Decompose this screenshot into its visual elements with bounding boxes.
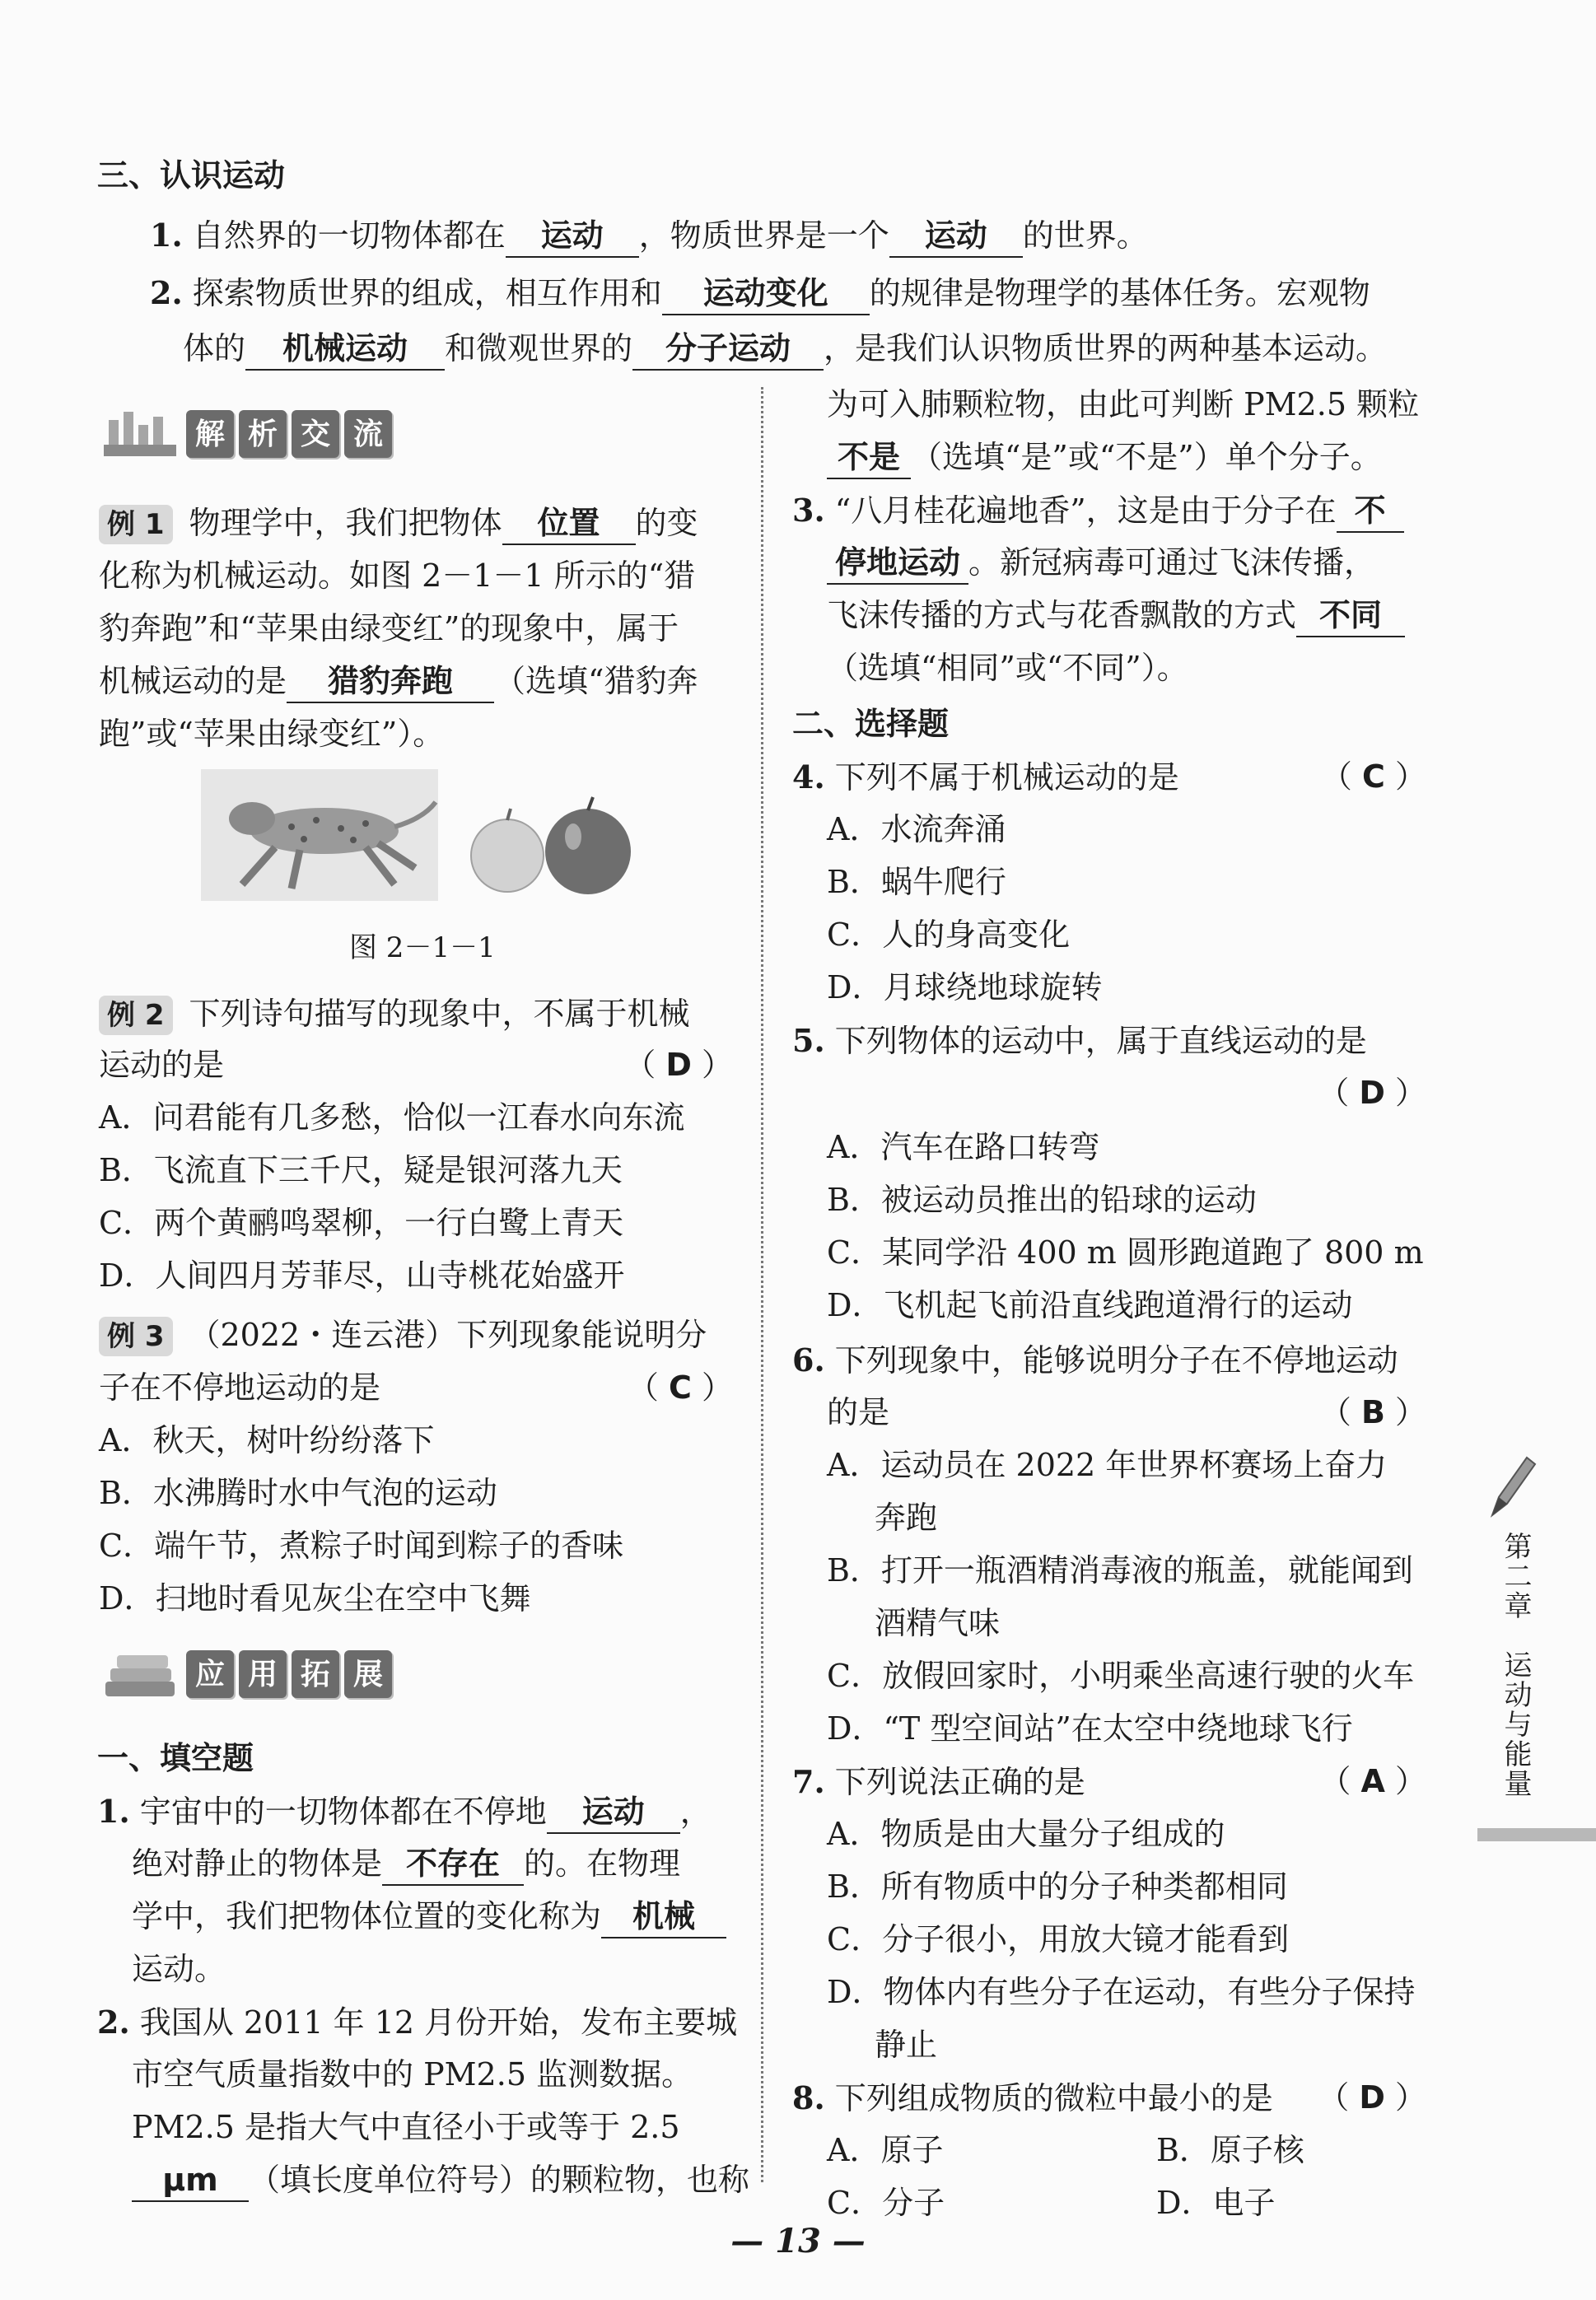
answer-blank: 位置 [502, 502, 636, 545]
answer-paren: （ C ） [627, 1369, 733, 1406]
column-divider [761, 387, 763, 2182]
application-banner [100, 1645, 392, 1703]
question-2 [150, 267, 1370, 320]
choice-question-7 [792, 1756, 1426, 1808]
banner-tile: 用 [239, 1650, 287, 1698]
example-text [99, 1039, 733, 1091]
question-text: 下列说法正确的是 [834, 1764, 1085, 1800]
question-text [827, 537, 1375, 589]
option: A．运动员在 2022 年世界杯赛场上奋力 [827, 1447, 1388, 1483]
question-text: 下列物体的运动中，属于直线运动的是 [834, 1023, 1367, 1059]
example-label: 例 2 [99, 996, 173, 1035]
answer-paren: （ D ） [1318, 2079, 1426, 2116]
question-text: 自然界的一切物体都在 [192, 217, 506, 254]
answer-blank: 运动 [889, 215, 1023, 258]
question-text: 我国从 2011 年 12 月份开始，发布主要城 [139, 2004, 738, 2041]
question-text: 宇宙中的一切物体都在不停地 [139, 1794, 547, 1830]
question-text [132, 2154, 749, 2206]
option: D．“T 型空间站”在太空中绕地球飞行 [827, 1710, 1353, 1747]
red-apple-image [545, 797, 631, 894]
question-text: 探索物质世界的组成，相互作用和 [192, 275, 662, 311]
question-text: 下列组成物质的微粒中最小的是 [834, 2080, 1273, 2116]
fill-question-2 [97, 1996, 737, 2049]
option: B．所有物质中的分子种类都相同 [827, 1868, 1288, 1905]
question-text: 的规律是物理学的基体任务。宏观物 [869, 275, 1370, 311]
answer-blank: 运动 [506, 215, 639, 258]
section-title: 三、认识运动 [97, 157, 286, 194]
example-label: 例 1 [99, 505, 173, 544]
example-text: （2022・连云港）下列现象能说明分 [189, 1317, 707, 1353]
section-title: 二、选择题 [792, 706, 950, 742]
question-text: ，物质世界是一个 [638, 217, 889, 254]
banner-tile: 应 [186, 1650, 234, 1698]
question-number: 1. [150, 217, 183, 254]
option: 酒精气味 [875, 1605, 1001, 1641]
bar-chart-icon [100, 405, 180, 463]
question-number: 8. [792, 2079, 825, 2116]
fill-question-3 [792, 484, 1404, 537]
question-text: 为可入肺颗粒物，由此可判断 PM2.5 颗粒 [827, 386, 1420, 422]
question-text: 的世界。 [1022, 217, 1148, 254]
banner-tile: 交 [292, 410, 339, 458]
question-text: 运动。 [132, 1951, 226, 1987]
page-number: — 13 — [730, 2222, 866, 2260]
answer-paren: （ D ） [624, 1047, 733, 1083]
example-text: 的变 [635, 505, 698, 541]
question-text: 的是 [827, 1394, 890, 1430]
example-text: 豹奔跑”和“苹果由绿变红”的现象中，属于 [99, 610, 679, 646]
example-text: 子在不停地运动的是 [99, 1369, 381, 1406]
question-text: （选填“相同”或“不同”）。 [827, 650, 1188, 686]
chapter-side-tab: 第二章 运动与能量 [1499, 1532, 1532, 1798]
answer-blank: 机械运动 [245, 328, 445, 371]
option: C．分子很小，用放大镜才能看到 [827, 1921, 1290, 1957]
option: A．秋天，树叶纷纷落下 [99, 1422, 435, 1458]
option: C．两个黄鹂鸣翠柳，一行白鹭上青天 [99, 1205, 624, 1241]
example-text [99, 655, 698, 707]
option: D．月球绕地球旋转 [827, 969, 1103, 1005]
question-text: “八月桂花遍地香”，这是由于分子在 [834, 492, 1337, 529]
question-text: 学中，我们把物体位置的变化称为 [132, 1898, 602, 1934]
question-number: 2. [97, 2004, 130, 2041]
option: D．物体内有些分子在运动，有些分子保持 [827, 1974, 1416, 2010]
choice-question-8 [792, 2072, 1426, 2125]
question-text: 下列现象中，能够说明分子在不停地运动 [834, 1342, 1398, 1379]
answer-blank: 分子运动 [632, 328, 824, 371]
option: C．端午节，煮粽子时闻到粽子的香味 [99, 1528, 624, 1564]
answer-letter: D [1359, 1075, 1385, 1111]
option: B．飞流直下三千尺，疑是银河落九天 [99, 1152, 623, 1188]
answer-letter: D [1359, 2079, 1385, 2116]
analysis-banner [100, 405, 392, 463]
example-text: 机械运动的是 [99, 663, 287, 699]
option: B．被运动员推出的铅球的运动 [827, 1182, 1257, 1218]
example-text: 物理学中，我们把物体 [189, 505, 502, 541]
banner-tile: 流 [344, 410, 392, 458]
question-number: 6. [792, 1341, 825, 1379]
question-text: ，是我们认识物质世界的两种基本运动。 [824, 330, 1388, 366]
section-title: 一、填空题 [97, 1740, 254, 1776]
figure-caption: 图 2－1－1 [349, 931, 496, 964]
banner-tile: 展 [344, 1650, 392, 1698]
question-text: 绝对静止的物体是 [132, 1845, 383, 1882]
option: A．物质是由大量分子组成的 [827, 1816, 1225, 1852]
question-text: （填长度单位符号）的颗粒物，也称 [249, 2162, 750, 2198]
answer-blank: 运动 [547, 1791, 680, 1834]
option: C．放假回家时，小明乘坐高速行驶的火车 [827, 1658, 1415, 1694]
option: D．飞机起飞前沿直线跑道滑行的运动 [827, 1287, 1353, 1323]
answer-blank: 机械 [601, 1896, 726, 1938]
figure-cheetah-apples [201, 769, 646, 901]
question-text: 飞沫传播的方式与花香飘散的方式 [827, 597, 1297, 633]
answer-blank: 运动变化 [662, 273, 870, 315]
option: 奔跑 [875, 1500, 938, 1536]
question-text: 的。在物理 [524, 1845, 681, 1882]
example-text: （选填“猎豹奔 [494, 663, 698, 699]
question-text: 体的 [183, 330, 246, 366]
option: B．蜗牛爬行 [827, 864, 1006, 900]
green-apple-image [471, 809, 544, 892]
question-number: 7. [792, 1763, 825, 1800]
question-text [827, 590, 1405, 641]
question-text: PM2.5 是指大气中直径小于或等于 2.5 [132, 2109, 680, 2145]
question-text: ， [679, 1794, 712, 1830]
banner-tile: 解 [186, 410, 234, 458]
example-text [99, 1362, 733, 1414]
option: C．某同学沿 400 m 圆形跑道跑了 800 m [827, 1234, 1424, 1271]
answer-blank: μm [132, 2159, 249, 2202]
question-text: 下列不属于机械运动的是 [834, 759, 1179, 795]
answer-paren: （ D ） [1318, 1075, 1426, 1111]
option: C．分子 [827, 2185, 945, 2221]
question-text [827, 1387, 1426, 1439]
answer-paren: （ B ） [1319, 1394, 1426, 1430]
choice-question-5 [792, 1015, 1367, 1067]
question-text [132, 1891, 726, 1943]
books-icon [100, 1645, 180, 1703]
example-text: 跑”或“苹果由绿变红”）。 [99, 716, 445, 752]
question-number: 4. [792, 758, 825, 795]
example-text: 化称为机械运动。如图 2－1－1 所示的“猎 [99, 558, 696, 594]
option: 静止 [875, 2027, 938, 2063]
answer-blank: 停地运动 [827, 542, 968, 585]
question-text: 。新冠病毒可通过飞沫传播， [968, 544, 1376, 581]
answer-letter: C [1362, 758, 1385, 795]
question-text [827, 432, 1382, 483]
answer-blank: 不存在 [382, 1843, 524, 1886]
example-2 [99, 988, 690, 1040]
option: A．原子 [827, 2132, 944, 2168]
example-label: 例 3 [99, 1317, 173, 1356]
option: A．问君能有几多愁，恰似一江春水向东流 [99, 1099, 685, 1136]
example-3 [99, 1309, 707, 1361]
fill-question-1 [97, 1785, 712, 1838]
side-tab-bar [1477, 1828, 1596, 1841]
option: C．人的身高变化 [827, 917, 1071, 953]
option: A．水流奔涌 [827, 811, 1006, 847]
question-number: 1. [97, 1793, 130, 1830]
answer-paren: （ A ） [1319, 1763, 1426, 1799]
question-text: 和微观世界的 [445, 330, 633, 366]
answer-letter: B [1360, 1394, 1385, 1430]
question-number: 2. [150, 274, 183, 311]
banner-tile: 拓 [292, 1650, 339, 1698]
option: D．人间四月芳菲尽，山寺桃花始盛开 [99, 1257, 625, 1294]
answer-blank: 不同 [1296, 595, 1405, 637]
example-text: 运动的是 [99, 1047, 225, 1083]
option: B．水沸腾时水中气泡的运动 [99, 1475, 497, 1511]
question-text: （选填“是”或“不是”）单个分子。 [911, 439, 1382, 475]
answer-blank: 不是 [827, 436, 911, 479]
question-number: 3. [792, 492, 825, 529]
option: B．打开一瓶酒精消毒液的瓶盖，就能闻到 [827, 1552, 1413, 1589]
option: B．原子核 [1156, 2132, 1304, 2168]
question-number: 5. [792, 1022, 825, 1059]
choice-question-4 [792, 751, 1426, 804]
pencil-icon [1481, 1449, 1538, 1523]
answer-letter: D [665, 1047, 692, 1083]
question-text [132, 1838, 680, 1890]
question-1 [150, 209, 1148, 262]
answer-blank: 猎豹奔跑 [287, 660, 494, 703]
example-text: 下列诗句描写的现象中，不属于机械 [189, 996, 690, 1032]
example-1 [99, 497, 698, 549]
banner-tile: 析 [239, 410, 287, 458]
question-text: 市空气质量指数中的 PM2.5 监测数据。 [132, 2056, 693, 2092]
answer-paren: （ C ） [1320, 758, 1426, 795]
answer-blank: 不 [1337, 490, 1404, 533]
option: D．电子 [1156, 2185, 1276, 2221]
answer-letter: C [669, 1369, 692, 1406]
question-2-line2 [183, 323, 1387, 375]
answer-letter: A [1360, 1763, 1385, 1799]
choice-question-6 [792, 1334, 1398, 1387]
option: A．汽车在路口转弯 [827, 1129, 1100, 1165]
option: D．扫地时看见灰尘在空中飞舞 [99, 1580, 531, 1617]
